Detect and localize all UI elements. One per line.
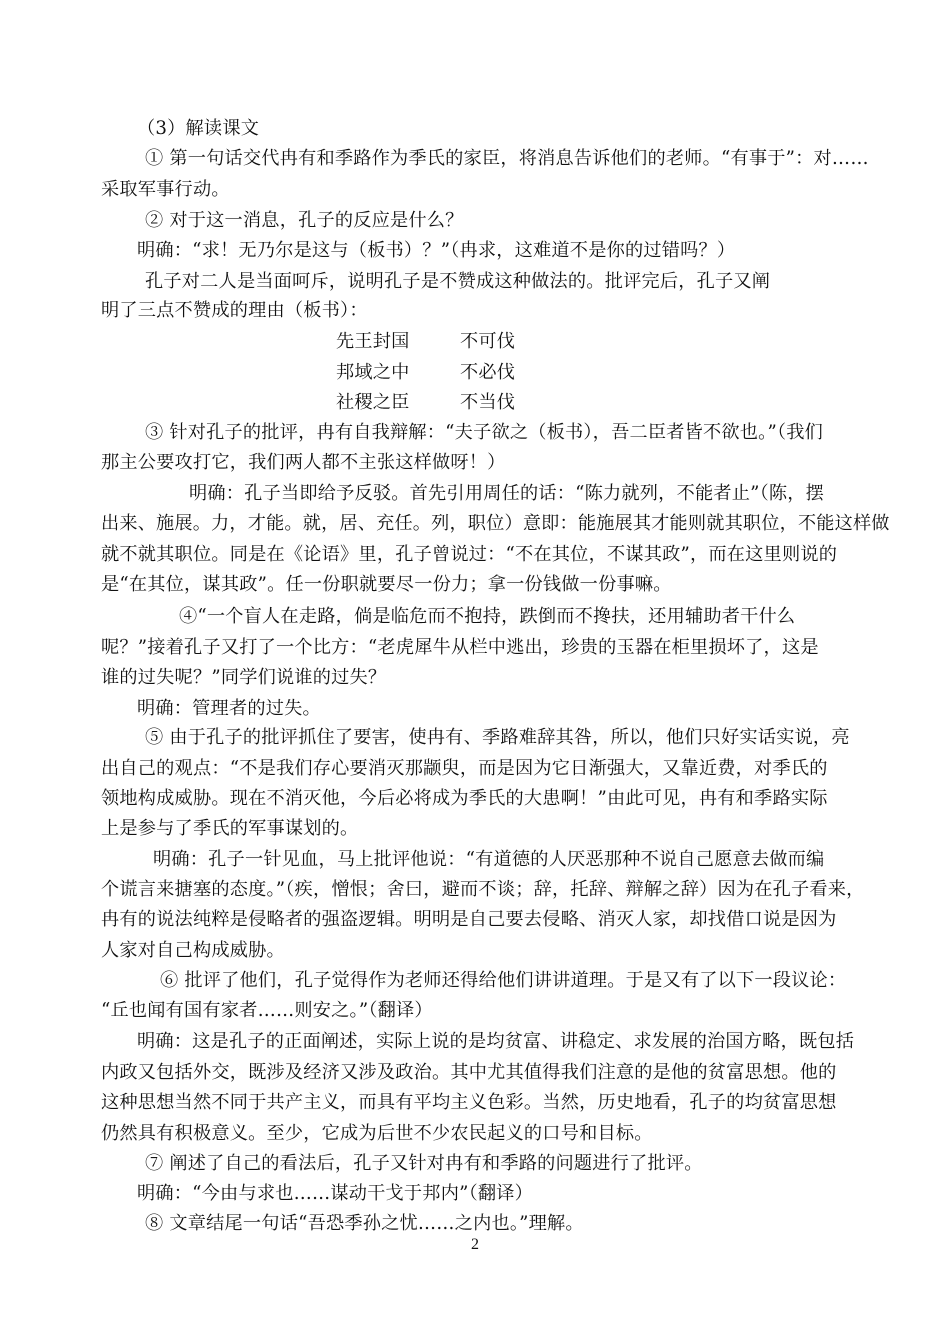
paragraph-6-line-3: 就不就其职位。同是在《论语》里，孔子曾说过：“不在其位，不谋其政”，而在这里则说的 — [101, 544, 838, 565]
paragraph-4-line-1: 孔子对二人是当面呵斥，说明孔子是不赞成这种做法的。批评完后，孔子又阐 — [145, 271, 771, 292]
paragraph-9-line-4: 上是参与了季氏的军事谋划的。 — [101, 818, 359, 839]
paragraph-4-line-2: 明了三点不赞成的理由（板书）： — [101, 300, 368, 321]
paragraph-10-line-1: 明确：孔子一针见血，马上批评他说：“有道德的人厌恶那种不说自己愿意去做而编 — [153, 849, 825, 870]
paragraph-14: 明确：“今由与求也……谋动干戈于邦内”（翻译） — [137, 1183, 534, 1204]
paragraph-9-line-2: 出自己的观点：“不是我们存心要消灭那颛臾，而是因为它日渐强大，又靠近费，对季氏的 — [101, 758, 828, 779]
reason-3-right: 不当伐 — [460, 392, 516, 413]
reason-1-right: 不可伐 — [460, 331, 516, 352]
paragraph-3: 明确：“求！无乃尔是这与（板书）？”（冉求，这难道不是你的过错吗？） — [137, 240, 736, 261]
paragraph-1-line-1: ① 第一句话交代冉有和季路作为季氏的家臣，将消息告诉他们的老师。“有事于”：对…… — [145, 148, 869, 169]
paragraph-10-line-3: 冉有的说法纯粹是侵略者的强盗逻辑。明明是自己要去侵略、消灭人家，却找借口说是因为 — [101, 909, 837, 930]
paragraph-12-line-3: 这种思想当然不同于共产主义，而具有平均主义色彩。当然，历史地看，孔子的均贫富思想 — [101, 1092, 837, 1113]
paragraph-7-line-3: 谁的过失呢？”同学们说谁的过失？ — [101, 667, 387, 688]
paragraph-5-line-2: 那主公要攻打它，我们两人都不主张这样做呀！） — [101, 452, 506, 473]
paragraph-10-line-2: 个谎言来搪塞的态度。”（疾，憎恨；舍曰，避而不谈；辞，托辞、辩解之辞）因为在孔子看来， — [101, 879, 865, 900]
paragraph-7-line-1: ④“一个盲人在走路，倘是临危而不抱持，跌倒而不搀扶，还用辅助者干什么 — [179, 606, 796, 627]
reason-2-right: 不必伐 — [460, 362, 516, 383]
paragraph-11-line-1: ⑥ 批评了他们，孔子觉得作为老师还得给他们讲讲道理。于是又有了以下一段议论： — [160, 970, 847, 991]
paragraph-9-line-3: 领地构成威胁。现在不消灭他，今后必将成为季氏的大患啊！”由此可见，冉有和季路实际 — [101, 788, 828, 809]
paragraph-5-line-1: ③ 针对孔子的批评，冉有自我辩解：“夫子欲之（板书），吾二臣者皆不欲也。”（我们 — [145, 422, 824, 443]
paragraph-15: ⑧ 文章结尾一句话“吾恐季孙之忧……之内也。”理解。 — [145, 1213, 584, 1234]
paragraph-10-line-4: 人家对自己构成威胁。 — [101, 940, 285, 961]
reason-1-left: 先王封国 — [336, 331, 410, 352]
paragraph-12-line-2: 内政又包括外交，既涉及经济又涉及政治。其中尤其值得我们注意的是他的贫富思想。他的 — [101, 1062, 837, 1083]
paragraph-6-line-4: 是“在其位，谋其政”。任一份职就要尽一份力；拿一份钱做一份事嘛。 — [101, 574, 672, 595]
paragraph-12-line-4: 仍然具有积极意义。至少，它成为后世不少农民起义的口号和目标。 — [101, 1123, 653, 1144]
paragraph-1-line-2: 采取军事行动。 — [101, 179, 230, 200]
paragraph-8: 明确：管理者的过失。 — [137, 698, 321, 719]
paragraph-6-line-1: 明确：孔子当即给予反驳。首先引用周任的话：“陈力就列，不能者止”（陈，摆 — [189, 483, 825, 504]
paragraph-6-line-2: 出来、施展。力，才能。就，居、充任。列，职位）意即：能施展其才能则就其职位，不能这样做 — [101, 513, 890, 534]
paragraph-12-line-1: 明确：这是孔子的正面阐述，实际上说的是均贫富、讲稳定、求发展的治国方略，既包括 — [137, 1031, 855, 1052]
reason-2-left: 邦域之中 — [336, 362, 410, 383]
paragraph-11-line-2: “丘也闻有国有家者……则安之。”（翻译） — [101, 1000, 433, 1021]
reason-3-left: 社稷之臣 — [336, 392, 410, 413]
section-title: （3）解读课文 — [137, 118, 260, 139]
paragraph-9-line-1: ⑤ 由于孔子的批评抓住了要害，使冉有、季路难辞其咎，所以，他们只好实话实说，亮 — [145, 727, 850, 748]
paragraph-7-line-2: 呢？”接着孔子又打了一个比方：“老虎犀牛从栏中逃出，珍贵的玉器在柜里损坏了，这是 — [101, 637, 819, 658]
paragraph-2: ② 对于这一消息，孔子的反应是什么？ — [145, 210, 464, 231]
paragraph-13: ⑦ 阐述了自己的看法后，孔子又针对冉有和季路的问题进行了批评。 — [145, 1153, 703, 1174]
page-number: 2 — [471, 1236, 479, 1253]
